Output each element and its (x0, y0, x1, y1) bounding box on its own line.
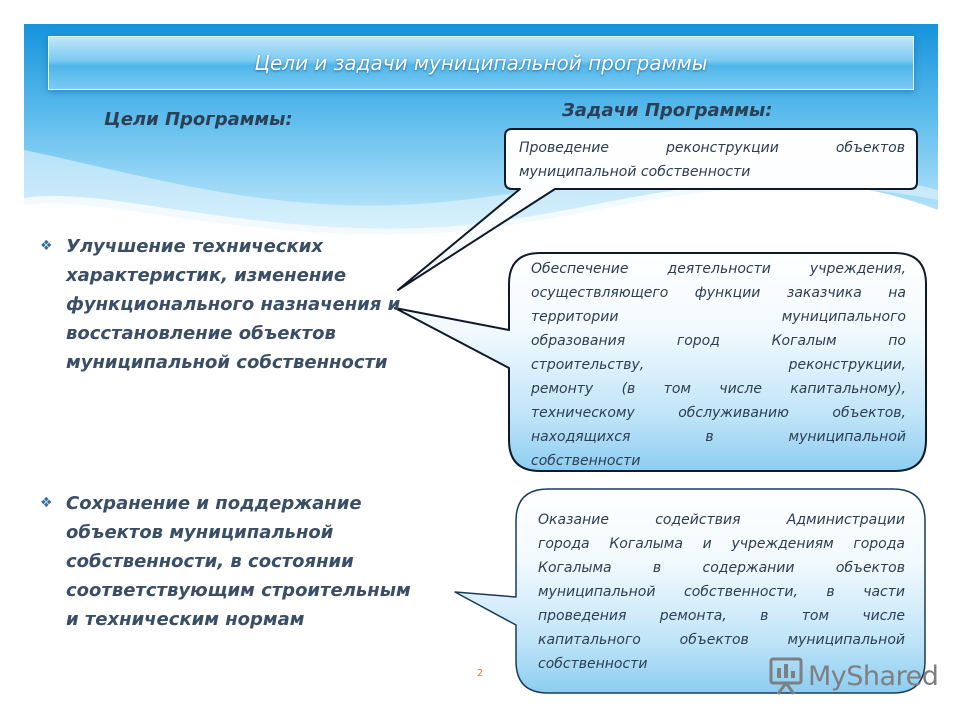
goal-2-line: собственности, в состоянии (66, 551, 354, 572)
goal-2-line: Сохранение и поддержание (66, 493, 362, 514)
task-2-line: Обеспечение деятельности учреждения, (531, 261, 906, 277)
diamond-bullet-icon: ❖ (40, 238, 53, 254)
task-1-line: муниципальной собственности (519, 164, 751, 180)
task-2-line: территории муниципального (531, 309, 906, 325)
goal-2-line: и техническим нормам (66, 609, 305, 630)
goals-header: Цели Программы: (104, 109, 293, 130)
goal-1-line: Улучшение технических (66, 236, 323, 257)
goal-1-line: муниципальной собственности (66, 352, 388, 373)
task-2-line: осуществляющего функции заказчика на (531, 285, 906, 301)
task-3-line: города Когалыма и учреждениям города (538, 536, 905, 552)
slide-title: Цели и задачи муниципальной программы (254, 51, 708, 75)
task-2-line: техническому обслуживанию объектов, (531, 405, 906, 421)
task-2-line: находящихся в муниципальной (531, 429, 906, 445)
goal-1-line: функционального назначения и (66, 294, 401, 315)
task-2-line: ремонту (в том числе капитальному), (531, 381, 906, 397)
title-bar (48, 36, 914, 90)
goal-item-2 (40, 489, 470, 639)
task-3-line: капитального объектов муниципальной (538, 632, 905, 648)
goal-1-line: характеристик, изменение (66, 265, 347, 286)
task-text-1 (519, 136, 905, 184)
goal-2-line: соответствующим строительным (66, 580, 411, 601)
task-text-2 (531, 257, 906, 473)
task-2-line: собственности (531, 453, 641, 469)
task-3-line: проведения ремонта, в том числе (538, 608, 905, 624)
task-3-line: Когалыма в содержании объектов (538, 560, 905, 576)
goal-text-1 (66, 232, 400, 377)
tasks-header: Задачи Программы: (562, 100, 773, 121)
task-1-line: Проведение реконструкции объектов (519, 140, 905, 156)
task-text-3 (538, 508, 905, 676)
goal-2-line: объектов муниципальной (66, 522, 334, 543)
task-3-line: муниципальной собственности, в части (538, 584, 905, 600)
watermark-text: MyShared (808, 661, 939, 692)
page-number: 2 (476, 668, 484, 679)
goal-text-2 (66, 489, 411, 634)
task-2-line: образования город Когалым по (531, 333, 906, 349)
task-3-line: Оказание содействия Администрации (538, 512, 905, 528)
diamond-bullet-icon: ❖ (40, 495, 53, 511)
goal-item-1 (40, 232, 460, 382)
presentation-icon (768, 656, 804, 696)
task-2-line: строительству, реконструкции, (531, 357, 906, 373)
task-3-line: собственности (538, 656, 648, 672)
goal-1-line: восстановление объектов (66, 323, 336, 344)
